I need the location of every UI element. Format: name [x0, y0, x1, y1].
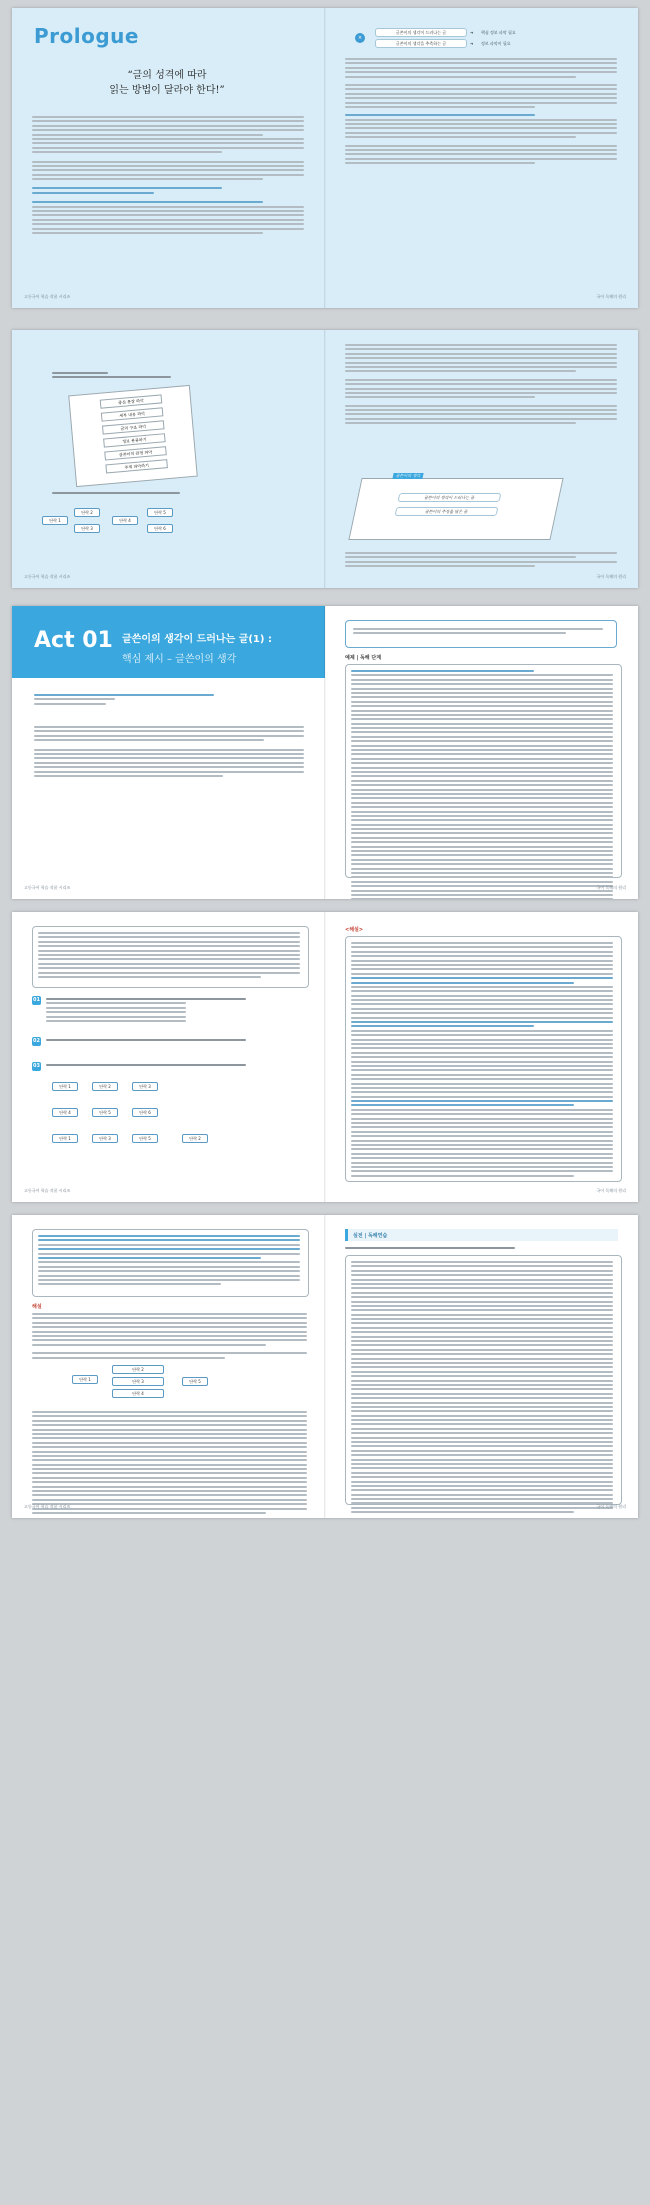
page-footer: 국어 독해의 원리: [596, 574, 626, 579]
notepad-item: 글쓴이의 관점 파악: [104, 446, 167, 460]
tree-node: 단락 3: [112, 1377, 164, 1386]
question-2-text: [46, 1039, 246, 1043]
body-text: [345, 344, 617, 427]
passage-text: [351, 1261, 613, 1516]
section-heading: 실전 | 독해연습: [353, 1233, 388, 1239]
question-number: 02: [33, 1038, 40, 1044]
question-1-text: [46, 998, 246, 1024]
tip-text: [353, 628, 603, 637]
sheet-label: 글쓴이의 생각: [392, 473, 424, 479]
intro-text: [52, 372, 192, 381]
tree-node: 단락 1: [42, 516, 68, 525]
act-subtitle: 핵심 제시 – 글쓴이의 생각: [122, 654, 237, 665]
page-footer: 국어 독해의 원리: [596, 1188, 626, 1193]
page-footer: 국어 독해의 원리: [596, 294, 626, 299]
tree-node: 단락 3: [92, 1134, 118, 1143]
notepad-item: 세부 내용 파악: [101, 407, 164, 421]
tree-node: 단락 5: [132, 1134, 158, 1143]
tree-node: 단락 5: [147, 508, 173, 517]
notepad-item: 주제 파악하기: [105, 459, 168, 473]
flow-box-1: 글쓴이의 생각이 드러나는 글: [375, 28, 467, 37]
page-left: [12, 8, 325, 308]
sheet-line-1: 글쓴이의 생각이 드러나는 글: [397, 493, 501, 502]
prologue-quote: “글의 성격에 따라 읽는 방법이 달라야 한다!”: [109, 70, 225, 96]
flow-arrow-icon: ➜: [470, 30, 474, 35]
flow-result-2: 정보 파악이 필요: [481, 41, 511, 46]
question-block: [34, 694, 214, 707]
page-footer: 고등국어 학습 작품 시리즈: [24, 294, 71, 299]
tree-node: 단락 2: [74, 508, 100, 517]
body-text: [34, 726, 304, 779]
question-text: [345, 1247, 545, 1251]
page-footer: 고등국어 학습 작품 시리즈: [24, 574, 71, 579]
page-left: [12, 330, 325, 588]
page-footer: 고등국어 학습 작품 시리즈: [24, 885, 71, 890]
tree-node: 단락 2: [92, 1082, 118, 1091]
page-right: [325, 912, 638, 1202]
spread-prologue: [12, 8, 638, 308]
tree-node: 단락 6: [147, 524, 173, 533]
question-number: 03: [33, 1063, 40, 1069]
tree-node: 단락 4: [112, 1389, 164, 1398]
page-footer: 국어 독해의 원리: [596, 885, 626, 890]
passage-text: [351, 670, 613, 899]
caption-text: [52, 492, 202, 496]
flow-result-1: 핵심 정보 파악 필요: [481, 30, 516, 35]
spread-structure: [12, 330, 638, 588]
tree-node: 단락 1: [52, 1134, 78, 1143]
section-heading: 해설: [32, 1304, 42, 1310]
explanation-text: [32, 1411, 307, 1516]
tree-node: 단락 5: [92, 1108, 118, 1117]
act-number: Act 01: [34, 628, 113, 653]
page-footer: 국어 독해의 원리: [596, 1504, 626, 1509]
tree-node: 단락 2: [182, 1134, 208, 1143]
tree-node: 단락 4: [112, 516, 138, 525]
act-title: 글쓴이의 생각이 드러나는 글(1) :: [122, 634, 272, 645]
tree-node: 단락 3: [132, 1082, 158, 1091]
tree-node: 단락 3: [74, 524, 100, 533]
tree-node: 단락 6: [132, 1108, 158, 1117]
spread-questions: [12, 912, 638, 1202]
flow-box-2: 글쓴이의 생각을 추측하는 글: [375, 39, 467, 48]
notepad-item: 정보 분류하기: [103, 433, 166, 447]
flow-arrow-icon: ➜: [470, 41, 474, 46]
tree-node: 단락 1: [52, 1082, 78, 1091]
tree-node: 단락 2: [112, 1365, 164, 1374]
notepad-illustration: [68, 385, 198, 487]
page-footer: 고등국어 학습 작품 시리즈: [24, 1504, 71, 1509]
note-text: [345, 552, 617, 570]
page-left: [12, 1215, 325, 1518]
page-left: [12, 912, 325, 1202]
body-text: [345, 58, 617, 167]
tree-node: 단락 4: [52, 1108, 78, 1117]
tree-node: 단락 5: [182, 1377, 208, 1386]
sheet-illustration: [348, 473, 563, 540]
page-right: [325, 8, 638, 308]
spread-act01: [12, 606, 638, 899]
section-heading: 예제 | 독해 단계: [345, 655, 382, 661]
sheet-line-2: 글쓴이의 주장을 담은 글: [395, 507, 499, 516]
passage-text: [351, 942, 613, 1179]
page-left: [12, 606, 325, 899]
section-heading: <해설>: [345, 927, 364, 933]
passage-text: [38, 932, 300, 980]
page-right: [325, 606, 638, 899]
page-right: [325, 1215, 638, 1518]
explanation-text: [32, 1313, 307, 1361]
x-badge: ×: [355, 33, 365, 43]
question-3-text: [46, 1064, 246, 1068]
notepad-item: 중심 문장 파악: [100, 394, 163, 408]
body-text: [32, 116, 304, 236]
notepad-item: 글의 구조 파악: [102, 420, 165, 434]
passage-text: [38, 1235, 300, 1288]
page-right: [325, 330, 638, 588]
prologue-title: Prologue: [34, 24, 139, 48]
spread-practice: [12, 1215, 638, 1518]
question-number: 01: [33, 997, 40, 1003]
page-footer: 고등국어 학습 작품 시리즈: [24, 1188, 71, 1193]
tree-node: 단락 1: [72, 1375, 98, 1384]
